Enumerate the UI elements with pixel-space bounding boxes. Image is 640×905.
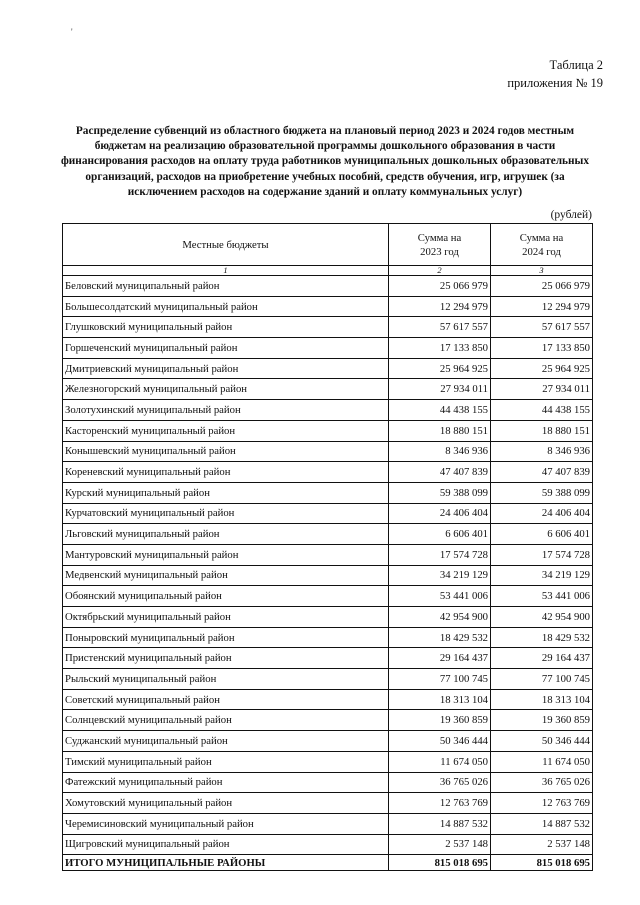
document-title: Распределение субвенций из областного бюджета на плановый период 2023 и 2024 годов местным бюджетам на реализацию образовательной программы дошкольного образования в части финансирования расходов на оплату труда работников муниципальных дошкольных образовательных организаций, расходов на приобретение учебных пособий, средств обучения, игр, игрушек (за исключением расходов на содержание зданий и оплату коммунальных услуг) bbox=[60, 125, 589, 198]
table-row bbox=[63, 565, 593, 586]
table-row bbox=[63, 710, 593, 731]
table-row bbox=[63, 400, 593, 421]
table-row bbox=[63, 296, 593, 317]
amount-2023: 11 674 050 bbox=[389, 751, 491, 772]
amount-2024: 42 954 900 bbox=[491, 607, 593, 628]
amount-2023: 27 934 011 bbox=[389, 379, 491, 400]
total-label: ИТОГО МУНИЦИПАЛЬНЫЕ РАЙОНЫ bbox=[63, 855, 389, 871]
table-row bbox=[63, 627, 593, 648]
column-number-2: 2 bbox=[389, 266, 491, 276]
amount-2023: 19 360 859 bbox=[389, 710, 491, 731]
table-row bbox=[63, 379, 593, 400]
amount-2024: 11 674 050 bbox=[491, 751, 593, 772]
amount-2024: 19 360 859 bbox=[491, 710, 593, 731]
amount-2023: 18 313 104 bbox=[389, 689, 491, 710]
amount-2024: 47 407 839 bbox=[491, 462, 593, 483]
amount-2023: 25 066 979 bbox=[389, 276, 491, 297]
district-name: Советский муниципальный район bbox=[63, 689, 389, 710]
district-name: Обоянский муниципальный район bbox=[63, 586, 389, 607]
amount-2023: 8 346 936 bbox=[389, 441, 491, 462]
amount-2024: 18 313 104 bbox=[491, 689, 593, 710]
amount-2023: 59 388 099 bbox=[389, 482, 491, 503]
amount-2024: 14 887 532 bbox=[491, 813, 593, 834]
amount-2024: 34 219 129 bbox=[491, 565, 593, 586]
amount-2023: 50 346 444 bbox=[389, 731, 491, 752]
table-row bbox=[63, 669, 593, 690]
total-2023: 815 018 695 bbox=[389, 855, 491, 871]
district-name: Льговский муниципальный район bbox=[63, 524, 389, 545]
table-row bbox=[63, 689, 593, 710]
district-name: Конышевский муниципальный район bbox=[63, 441, 389, 462]
amount-2023: 17 574 728 bbox=[389, 544, 491, 565]
column-number-1: 1 bbox=[63, 266, 389, 276]
district-name: Курчатовский муниципальный район bbox=[63, 503, 389, 524]
amount-2023: 6 606 401 bbox=[389, 524, 491, 545]
amount-2023: 24 406 404 bbox=[389, 503, 491, 524]
table-row bbox=[63, 317, 593, 338]
column-header-2024-text: Сумма на 2024 год bbox=[519, 231, 564, 258]
district-name: Железногорский муниципальный район bbox=[63, 379, 389, 400]
amount-2023: 25 964 925 bbox=[389, 358, 491, 379]
amount-2024: 50 346 444 bbox=[491, 731, 593, 752]
amount-2024: 12 294 979 bbox=[491, 296, 593, 317]
table-row bbox=[63, 524, 593, 545]
amount-2024: 29 164 437 bbox=[491, 648, 593, 669]
district-name: Черемисиновский муниципальный район bbox=[63, 813, 389, 834]
amount-2023: 36 765 026 bbox=[389, 772, 491, 793]
amount-2024: 27 934 011 bbox=[491, 379, 593, 400]
amount-2024: 53 441 006 bbox=[491, 586, 593, 607]
district-name: Мантуровский муниципальный район bbox=[63, 544, 389, 565]
table-row bbox=[63, 358, 593, 379]
amount-2023: 47 407 839 bbox=[389, 462, 491, 483]
appendix-label: приложения № 19 bbox=[507, 76, 603, 90]
district-name: Курский муниципальный район bbox=[63, 482, 389, 503]
column-header-2023 bbox=[389, 224, 491, 266]
amount-2024: 77 100 745 bbox=[491, 669, 593, 690]
table-row bbox=[63, 793, 593, 814]
subvention-table bbox=[62, 223, 593, 871]
amount-2024: 17 133 850 bbox=[491, 338, 593, 359]
table-body bbox=[63, 276, 593, 855]
column-header-budget: Местные бюджеты bbox=[63, 224, 389, 266]
table-row bbox=[63, 834, 593, 855]
document-header bbox=[507, 56, 603, 92]
table-row bbox=[63, 276, 593, 297]
amount-2024: 6 606 401 bbox=[491, 524, 593, 545]
table-row bbox=[63, 338, 593, 359]
amount-2023: 18 429 532 bbox=[389, 627, 491, 648]
amount-2023: 29 164 437 bbox=[389, 648, 491, 669]
table-row bbox=[63, 772, 593, 793]
district-name: Большесолдатский муниципальный район bbox=[63, 296, 389, 317]
district-name: Поныровский муниципальный район bbox=[63, 627, 389, 648]
amount-2023: 77 100 745 bbox=[389, 669, 491, 690]
amount-2024: 24 406 404 bbox=[491, 503, 593, 524]
table-row bbox=[63, 503, 593, 524]
table-row bbox=[63, 648, 593, 669]
amount-2023: 42 954 900 bbox=[389, 607, 491, 628]
table-label: Таблица 2 bbox=[549, 58, 603, 72]
amount-2023: 57 617 557 bbox=[389, 317, 491, 338]
amount-2023: 17 133 850 bbox=[389, 338, 491, 359]
amount-2024: 18 880 151 bbox=[491, 420, 593, 441]
amount-2023: 44 438 155 bbox=[389, 400, 491, 421]
district-name: Дмитриевский муниципальный район bbox=[63, 358, 389, 379]
amount-2024: 57 617 557 bbox=[491, 317, 593, 338]
amount-2023: 34 219 129 bbox=[389, 565, 491, 586]
column-number-row bbox=[63, 266, 593, 276]
table-row bbox=[63, 462, 593, 483]
amount-2023: 2 537 148 bbox=[389, 834, 491, 855]
column-header-2024 bbox=[491, 224, 593, 266]
district-name: Солнцевский муниципальный район bbox=[63, 710, 389, 731]
scan-mark: ' bbox=[71, 27, 73, 37]
district-name: Рыльский муниципальный район bbox=[63, 669, 389, 690]
district-name: Фатежский муниципальный район bbox=[63, 772, 389, 793]
amount-2023: 12 763 769 bbox=[389, 793, 491, 814]
amount-2024: 8 346 936 bbox=[491, 441, 593, 462]
table-row bbox=[63, 441, 593, 462]
table-row bbox=[63, 731, 593, 752]
district-name: Беловский муниципальный район bbox=[63, 276, 389, 297]
total-row bbox=[63, 855, 593, 871]
district-name: Горшеченский муниципальный район bbox=[63, 338, 389, 359]
units-label: (рублей) bbox=[550, 209, 592, 221]
amount-2024: 2 537 148 bbox=[491, 834, 593, 855]
amount-2024: 44 438 155 bbox=[491, 400, 593, 421]
amount-2024: 12 763 769 bbox=[491, 793, 593, 814]
amount-2024: 59 388 099 bbox=[491, 482, 593, 503]
total-2024: 815 018 695 bbox=[491, 855, 593, 871]
amount-2024: 18 429 532 bbox=[491, 627, 593, 648]
amount-2023: 18 880 151 bbox=[389, 420, 491, 441]
district-name: Глушковский муниципальный район bbox=[63, 317, 389, 338]
table-header-row bbox=[63, 224, 593, 266]
amount-2023: 12 294 979 bbox=[389, 296, 491, 317]
district-name: Золотухинский муниципальный район bbox=[63, 400, 389, 421]
amount-2024: 36 765 026 bbox=[491, 772, 593, 793]
district-name: Октябрьский муниципальный район bbox=[63, 607, 389, 628]
district-name: Кореневский муниципальный район bbox=[63, 462, 389, 483]
district-name: Суджанский муниципальный район bbox=[63, 731, 389, 752]
table-row bbox=[63, 813, 593, 834]
table-row bbox=[63, 751, 593, 772]
amount-2024: 17 574 728 bbox=[491, 544, 593, 565]
amount-2024: 25 066 979 bbox=[491, 276, 593, 297]
amount-2024: 25 964 925 bbox=[491, 358, 593, 379]
table-row bbox=[63, 586, 593, 607]
column-header-2023-text: Сумма на 2023 год bbox=[417, 231, 462, 258]
table-row bbox=[63, 482, 593, 503]
district-name: Тимский муниципальный район bbox=[63, 751, 389, 772]
table-row bbox=[63, 420, 593, 441]
column-number-3: 3 bbox=[491, 266, 593, 276]
table-row bbox=[63, 544, 593, 565]
district-name: Щигровский муниципальный район bbox=[63, 834, 389, 855]
district-name: Пристенский муниципальный район bbox=[63, 648, 389, 669]
amount-2023: 14 887 532 bbox=[389, 813, 491, 834]
district-name: Касторенский муниципальный район bbox=[63, 420, 389, 441]
district-name: Медвенский муниципальный район bbox=[63, 565, 389, 586]
amount-2023: 53 441 006 bbox=[389, 586, 491, 607]
table-row bbox=[63, 607, 593, 628]
district-name: Хомутовский муниципальный район bbox=[63, 793, 389, 814]
